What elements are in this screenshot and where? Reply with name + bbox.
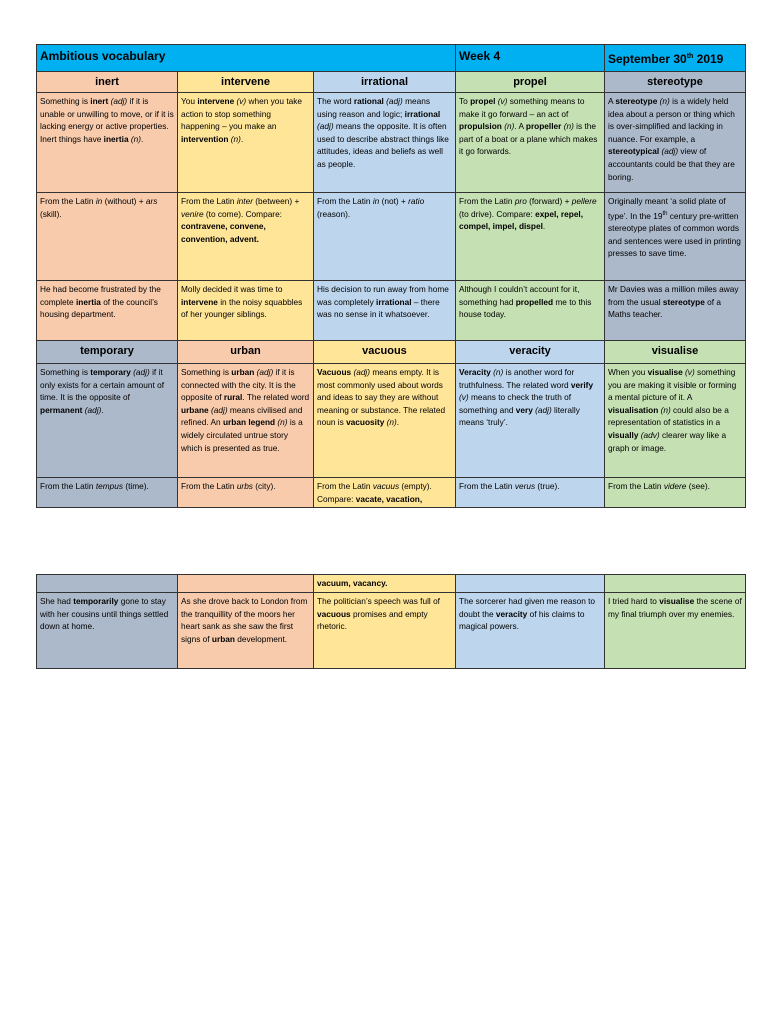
definition-cell xyxy=(605,93,746,193)
text-segment: visually xyxy=(608,429,639,440)
text-segment: in xyxy=(372,196,380,206)
headword-urban: urban xyxy=(178,341,314,364)
text-segment: The politician’s speech was full of xyxy=(317,596,440,606)
definition-cell xyxy=(456,93,605,193)
example-cell xyxy=(37,281,178,341)
definition-cell xyxy=(605,364,746,478)
origin-continued-cell xyxy=(37,575,178,593)
example-cell xyxy=(178,281,314,341)
text-segment: . xyxy=(240,133,244,144)
text-segment: (n) xyxy=(230,133,241,144)
text-segment: promises and empty rhetoric. xyxy=(317,608,428,632)
text-segment: something means to make it go forward – an act of xyxy=(459,96,585,119)
text-segment: (n) xyxy=(277,417,288,428)
text-segment: Molly decided it was time to xyxy=(181,284,283,294)
text-segment: is the part of a boat or a plane which makes it go forwards. xyxy=(459,121,598,157)
text-segment: When you xyxy=(608,367,648,377)
text-segment: intervention xyxy=(181,133,229,144)
text-segment: She had xyxy=(40,596,74,606)
text-segment: (adj) xyxy=(133,367,150,377)
text-segment: something you are making it visible or forming a mental picture of it. A xyxy=(608,367,737,403)
text-segment: From the Latin xyxy=(459,196,515,206)
text-segment: verify xyxy=(570,379,594,390)
text-segment: videre xyxy=(663,481,687,491)
text-segment: in xyxy=(95,196,103,206)
headword-veracity: veracity xyxy=(456,341,605,364)
text-segment: irrational xyxy=(376,296,412,307)
text-segment: urban xyxy=(211,633,235,644)
headword-irrational: irrational xyxy=(314,72,456,93)
definition-cell xyxy=(314,364,456,478)
text-segment: (to drive). Compare: xyxy=(459,208,536,219)
text-segment: (n) xyxy=(386,417,397,428)
vocabulary-table-page1 xyxy=(36,44,746,508)
origin-cell xyxy=(605,478,746,508)
text-segment: is another word for truthfulness. The related word xyxy=(459,367,575,390)
text-segment: He had become frustrated by the complete xyxy=(40,284,161,307)
text-segment: Something is xyxy=(40,367,91,377)
text-segment: (adj) xyxy=(535,404,552,415)
origin-cell xyxy=(314,478,456,508)
text-segment: (adj) xyxy=(317,121,334,132)
text-segment: Vacuous xyxy=(317,367,352,377)
text-segment: (adj) xyxy=(386,96,403,106)
text-segment: visualise xyxy=(647,367,683,377)
text-segment: The sorcerer had given me reason to doubt the xyxy=(459,596,596,619)
origin-cell xyxy=(37,193,178,281)
definition-cell xyxy=(456,364,605,478)
text-segment: propulsion xyxy=(459,121,502,132)
text-segment: stereotype xyxy=(662,296,705,307)
text-segment: could also be a representation of statistics in a xyxy=(608,404,729,428)
text-segment: urbane xyxy=(181,404,209,415)
text-segment: veracity xyxy=(495,608,528,619)
text-segment: intervene xyxy=(181,296,218,307)
text-segment: vacuus xyxy=(372,481,400,491)
text-segment: A xyxy=(608,96,616,106)
text-segment: Veracity xyxy=(459,367,491,377)
text-segment: of the council’s housing department. xyxy=(40,296,158,320)
example-cell xyxy=(314,593,456,669)
text-segment: propeller xyxy=(525,121,562,132)
text-segment: (n) xyxy=(660,404,671,415)
headword-intervene: intervene xyxy=(178,72,314,93)
text-segment: th xyxy=(662,210,668,217)
text-segment: (see). xyxy=(686,481,710,491)
definition-cell xyxy=(178,93,314,193)
definition-cell xyxy=(37,364,178,478)
text-segment: From the Latin xyxy=(40,481,96,491)
text-segment: (n) xyxy=(659,96,670,106)
text-segment: contravene, convene, convention, advent. xyxy=(181,221,266,244)
text-segment: irrational xyxy=(404,108,441,119)
text-segment: the scene of my final triumph over my enemies. xyxy=(608,596,742,619)
text-segment: verus xyxy=(514,481,536,491)
text-segment: Mr Davies was a million miles away from the usual xyxy=(608,284,739,307)
example-cell xyxy=(314,281,456,341)
text-segment: temporary xyxy=(90,367,131,377)
headword-visualise: visualise xyxy=(605,341,746,364)
text-segment: pellere xyxy=(571,196,597,206)
text-segment: urban xyxy=(231,367,255,377)
definition-cell xyxy=(314,93,456,193)
text-segment: vacuous xyxy=(317,608,351,619)
text-segment: (v) xyxy=(459,392,469,403)
text-segment: propel xyxy=(470,96,496,106)
text-segment: vacate, vacation, xyxy=(355,493,423,504)
text-segment: in the noisy squabbles of her younger siblings. xyxy=(181,296,303,320)
text-segment: . The related word xyxy=(242,392,310,403)
text-segment: (adj) xyxy=(353,367,371,377)
text-segment: propelled xyxy=(515,296,554,307)
text-segment: (not) + xyxy=(379,196,409,206)
text-segment: century pre-written stereotype plates of common words and sentences were used in printing presses to save time. xyxy=(608,210,741,259)
text-segment: intervene xyxy=(197,96,235,106)
text-segment: The word xyxy=(317,96,354,106)
headword-stereotype: stereotype xyxy=(605,72,746,93)
example-cell xyxy=(605,281,746,341)
text-segment: if it only exists for a certain amount of time. It is the opposite of xyxy=(40,367,165,403)
text-segment: is a widely circulated untrue story which is presented as true. xyxy=(181,417,303,453)
example-cell xyxy=(178,593,314,669)
text-segment: urbs xyxy=(236,481,253,491)
text-segment: view of accountants could be that they are boring. xyxy=(608,146,735,182)
date-label: September 30th 2019 xyxy=(605,45,746,72)
text-segment: From the Latin xyxy=(317,196,373,206)
text-segment: . xyxy=(141,133,144,144)
headword-vacuous: vacuous xyxy=(314,341,456,364)
text-segment: me to this house today. xyxy=(459,296,592,320)
text-segment: (true). xyxy=(535,481,560,491)
text-segment: stereotype xyxy=(615,96,658,106)
text-segment: (adj) xyxy=(110,96,128,106)
text-segment: clearer way like a graph or image. xyxy=(608,429,727,453)
text-segment: vacuum, vacancy. xyxy=(317,578,388,588)
text-segment: rational xyxy=(353,96,384,106)
text-segment: . xyxy=(542,221,546,232)
text-segment: if it is connected with the city. It is the opposite of xyxy=(181,367,296,403)
text-segment: As she drove back to London from the tranquillity of the moors her heart sank as she saw the first signs of xyxy=(181,596,308,644)
example-cell xyxy=(456,593,605,669)
week-label: Week 4 xyxy=(456,45,605,72)
headword-inert: inert xyxy=(37,72,178,93)
text-segment: tempus xyxy=(95,481,124,491)
origin-cell xyxy=(37,478,178,508)
text-segment: (to come). Compare: xyxy=(203,208,282,219)
definition-cell xyxy=(178,364,314,478)
text-segment: From the Latin xyxy=(608,481,664,491)
text-segment: (between) + xyxy=(252,196,300,206)
text-segment: means the opposite. It is often used to describe abstract things like attitudes, ideas and beliefs as well as people. xyxy=(317,121,449,169)
text-segment: (adv) xyxy=(640,429,660,440)
text-segment: From the Latin xyxy=(181,196,237,206)
text-segment: (n) xyxy=(130,133,142,144)
example-cell xyxy=(605,593,746,669)
text-segment: pro xyxy=(514,196,527,206)
text-segment: His decision to run away from home was completely xyxy=(317,284,449,307)
origin-continued-cell xyxy=(178,575,314,593)
text-segment: From the Latin xyxy=(317,481,373,491)
example-cell xyxy=(456,281,605,341)
text-segment: I tried hard to xyxy=(608,596,660,606)
text-segment: Something is xyxy=(181,367,232,377)
text-segment: (adj) xyxy=(210,404,228,415)
origin-cell xyxy=(605,193,746,281)
definition-cell xyxy=(37,93,178,193)
text-segment: – there was no sense in it whatsoever. xyxy=(317,296,440,320)
text-segment: stereotypical xyxy=(608,146,660,157)
text-segment: To xyxy=(459,96,471,106)
text-segment: (n) xyxy=(493,367,504,377)
text-segment: means civilised and refined. An xyxy=(181,404,303,428)
text-segment: very xyxy=(515,404,533,415)
text-segment: is a widely held idea about a person or thing which is over-simplified and lacking in nuance. For example, a xyxy=(608,96,735,144)
vocabulary-table-page2 xyxy=(36,574,746,669)
table-title: Ambitious vocabulary xyxy=(37,45,456,72)
text-segment: . xyxy=(396,417,400,428)
text-segment: means empty. It is most commonly used about words and ideas to say they are without meaning or substance. The related noun is xyxy=(317,367,446,428)
text-segment: . xyxy=(101,404,104,415)
origin-continued-cell xyxy=(314,575,456,593)
text-segment: (empty). Compare: xyxy=(317,481,432,504)
text-segment: You xyxy=(181,96,198,106)
headword-temporary: temporary xyxy=(37,341,178,364)
text-segment: Although I couldn’t account for it, something had xyxy=(459,284,580,307)
text-segment: inter xyxy=(236,196,253,206)
text-segment: From the Latin xyxy=(181,481,237,491)
origin-cell xyxy=(456,478,605,508)
text-segment: (reason). xyxy=(317,208,351,219)
text-segment: (adj) xyxy=(256,367,274,377)
text-segment: temporarily xyxy=(73,596,119,606)
text-segment: visualisation xyxy=(608,404,659,415)
text-segment: gone to stay with her cousins until things settled down at home. xyxy=(40,596,169,632)
text-segment: (forward) + xyxy=(526,196,572,206)
text-segment: From the Latin xyxy=(40,196,96,206)
text-segment: urban legend xyxy=(222,417,276,428)
text-segment: permanent xyxy=(40,404,83,415)
text-segment: (v) xyxy=(236,96,247,106)
origin-cell xyxy=(178,193,314,281)
text-segment: expel, repel, compel, impel, dispel xyxy=(459,208,584,232)
text-segment: development. xyxy=(234,633,288,644)
text-segment: (v) xyxy=(685,367,695,377)
text-segment: vacuosity xyxy=(346,417,385,428)
text-segment: means to check the truth of something and xyxy=(459,392,572,415)
text-segment: inert xyxy=(90,96,109,106)
text-segment: visualise xyxy=(659,596,695,606)
text-segment: (time). xyxy=(123,481,149,491)
text-segment: (skill). xyxy=(40,208,62,219)
text-segment: Something is xyxy=(40,96,91,106)
text-segment: (n) xyxy=(504,121,515,132)
example-cell xyxy=(37,593,178,669)
text-segment: Originally meant ‘a solid plate of type’. In the 19 xyxy=(608,196,726,221)
text-segment: (without) + xyxy=(102,196,146,206)
text-segment: ratio xyxy=(408,196,425,206)
text-segment: of a Maths teacher. xyxy=(608,296,722,320)
text-segment: inertia xyxy=(103,133,129,144)
text-segment: means using reason and logic; xyxy=(317,96,430,119)
text-segment: . A xyxy=(514,121,526,132)
origin-continued-cell xyxy=(605,575,746,593)
text-segment: (v) xyxy=(497,96,508,106)
text-segment: literally means ‘truly’. xyxy=(459,404,580,428)
origin-cell xyxy=(456,193,605,281)
text-segment: venire xyxy=(181,208,204,219)
text-segment: of his claims to magical powers. xyxy=(459,608,585,632)
text-segment: when you take action to stop something happening – you make an xyxy=(181,96,303,132)
text-segment: inertia xyxy=(75,296,101,307)
origin-cell xyxy=(314,193,456,281)
text-segment: (adj) xyxy=(84,404,102,415)
text-segment: if it is unable or unwilling to move, or if it is lacking energy or active properties. Inert things have xyxy=(40,96,174,144)
text-segment: (city). xyxy=(252,481,276,491)
text-segment: From the Latin xyxy=(459,481,515,491)
text-segment: (adj) xyxy=(661,146,679,157)
origin-cell xyxy=(178,478,314,508)
text-segment: ars xyxy=(145,196,158,206)
origin-continued-cell xyxy=(456,575,605,593)
text-segment: rural xyxy=(223,392,243,403)
headword-propel: propel xyxy=(456,72,605,93)
text-segment: (n) xyxy=(563,121,574,132)
